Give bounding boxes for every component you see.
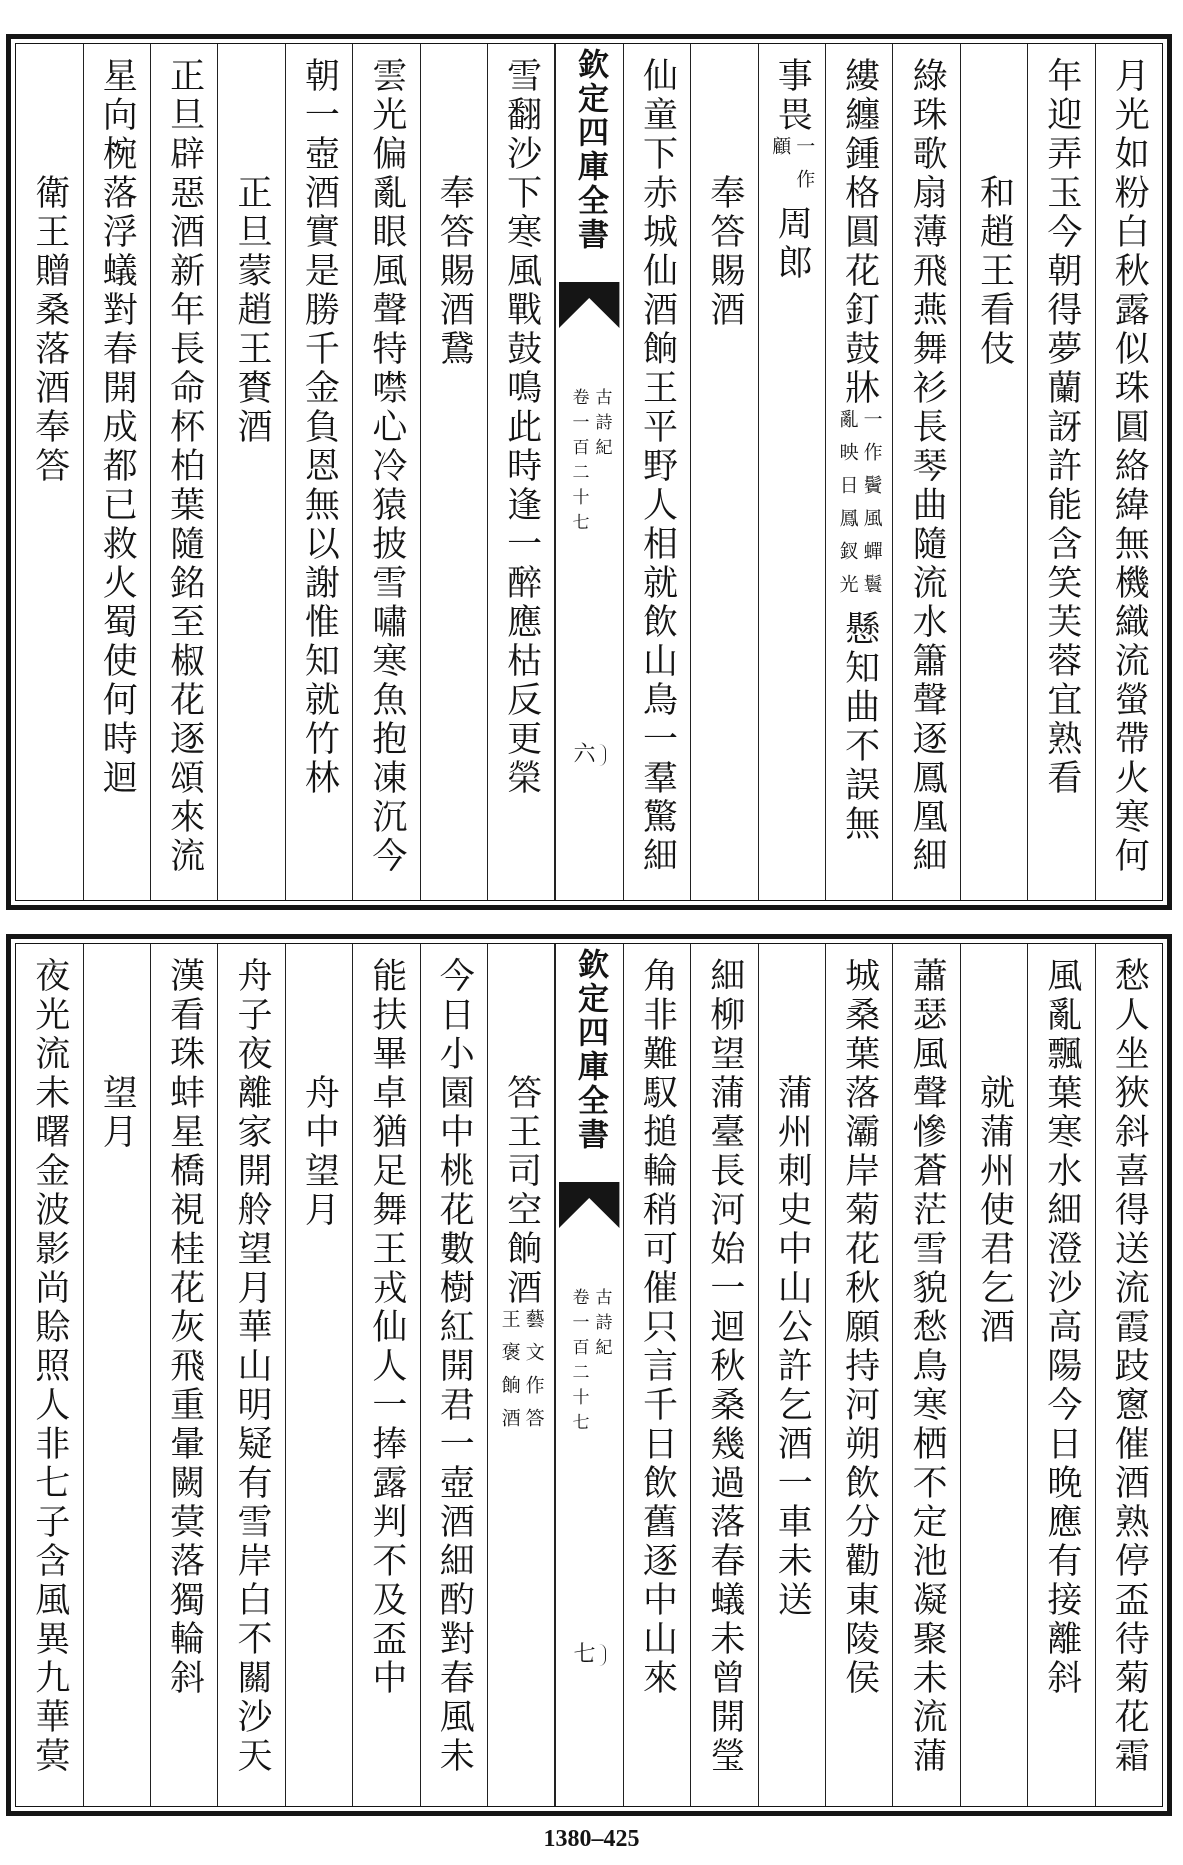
center-fold-column	[554, 44, 622, 900]
verse-text: 蕭瑟風聲慘蒼茫雪貌愁鳥寒栖不定池凝聚未流蒲	[907, 957, 948, 1776]
poem-title-column	[758, 944, 825, 1806]
poem-title: 就蒲州使君乞酒	[974, 1074, 1015, 1347]
verse-text: 星向椀落浮蟻對春開成都已救火蜀使何時迴	[97, 57, 138, 798]
bracket-mark-icon	[599, 744, 606, 766]
lower-page	[6, 934, 1172, 1816]
poem-title-column	[217, 44, 284, 900]
verse-text: 能扶畢卓猶足舞王戎仙人一捧露判不及盃中	[366, 957, 407, 1698]
verse-text: 雪翻沙下寒風戰鼓鳴此時逢一醉應枯反更榮	[501, 57, 542, 798]
verse-text: 角非難馭搥輪稍可催只言千日飲舊逐中山來	[637, 957, 678, 1698]
text-column	[150, 44, 217, 900]
poem-title-column	[960, 944, 1027, 1806]
poem-title-column	[16, 44, 82, 900]
book-meta	[556, 1288, 622, 1438]
folio-number: 七	[573, 1642, 596, 1667]
verse-text: 年迎弄玉今朝得夢蘭訝許能含笑芙蓉宜熟看	[1041, 57, 1082, 798]
note-right-line: 一作	[793, 136, 816, 202]
text-column	[1095, 44, 1162, 900]
text-column	[825, 944, 892, 1806]
note-left-line: 顧	[769, 136, 792, 169]
poem-title-column	[690, 44, 757, 900]
upper-page	[6, 34, 1172, 910]
text-column	[217, 944, 284, 1806]
book-title: 古詩紀	[591, 1288, 612, 1363]
verse-text: 事畏	[772, 57, 813, 135]
text-column-with-note	[758, 44, 825, 900]
fishtail-mark-icon	[559, 1182, 619, 1228]
lower-page-frame	[15, 943, 1163, 1807]
folio-number-block	[556, 1644, 622, 1666]
text-column-with-note	[825, 44, 892, 900]
note-right-line: 藝文作答	[522, 1309, 545, 1441]
verse-text-continued: 懸知曲不誤無	[839, 610, 880, 844]
note-left-line: 王褒餉酒	[498, 1309, 521, 1441]
poem-title-column	[83, 944, 150, 1806]
text-column	[623, 44, 690, 900]
verse-text: 月光如粉白秋露似珠圓絡緯無機織流螢帶火寒何	[1109, 57, 1150, 876]
verse-text: 雲光偏亂眼風聲特噤心冷猿披雪嘯寒魚抱凍沉今	[366, 57, 407, 876]
verse-text: 漢看珠蚌星橋視桂花灰飛重暈闕蓂落獨輪斜	[164, 957, 205, 1698]
text-column	[83, 44, 150, 900]
verse-text: 仙童下赤城仙酒餉王平野人相就飲山鳥一羣驚細	[637, 57, 678, 876]
interlinear-note	[769, 136, 816, 202]
bracket-mark-icon	[599, 1644, 606, 1666]
series-title: 欽定四庫全書	[572, 948, 609, 1152]
book-meta	[556, 388, 622, 538]
verse-text: 城桑葉落灞岸菊花秋願持河朔飲分勸東陵侯	[839, 957, 880, 1698]
poem-title: 衛王贈桑落酒奉答	[29, 174, 70, 486]
text-column	[1095, 944, 1162, 1806]
poem-title-column-with-note	[487, 944, 554, 1806]
verse-text: 舟子夜離家開舲望月華山明疑有雪岸白不關沙天	[232, 957, 273, 1776]
poem-title-column	[960, 44, 1027, 900]
poem-title: 答王司空餉酒	[501, 1074, 542, 1308]
verse-text: 縷纏鍾格圓花釘鼓牀	[839, 57, 880, 408]
folio-number-block	[556, 744, 622, 766]
verse-text: 夜光流未曙金波影尚賒照人非七子含風異九華蓂	[29, 957, 70, 1776]
verse-text: 愁人坐狹斜喜得送流霞跂窻催酒熟停盃待菊花霜	[1109, 957, 1150, 1776]
interlinear-note	[838, 409, 881, 607]
verse-text: 今日小園中桃花數樹紅開君一壺酒細酌對春風未	[434, 957, 475, 1776]
verse-text: 細柳望蒲臺長河始一迴秋桑幾過落春蟻未曾開瑩	[704, 957, 745, 1776]
text-column	[352, 944, 419, 1806]
text-column	[623, 944, 690, 1806]
text-column	[150, 944, 217, 1806]
poem-title: 望月	[97, 1074, 138, 1152]
center-fold-column	[554, 944, 622, 1806]
poem-title: 奉答賜酒鵞	[434, 174, 475, 369]
verse-text: 朝一壺酒實是勝千金負恩無以謝惟知就竹林	[299, 57, 340, 798]
text-column	[892, 944, 959, 1806]
poem-title: 奉答賜酒	[704, 174, 745, 330]
verse-text-continued: 周郎	[772, 205, 813, 283]
text-column	[285, 44, 352, 900]
text-column	[690, 944, 757, 1806]
text-column	[420, 944, 487, 1806]
text-column	[892, 44, 959, 900]
poem-title-column	[285, 944, 352, 1806]
text-column	[352, 44, 419, 900]
note-left-line: 亂映日鳳釵光	[836, 409, 859, 607]
poem-title: 正旦蒙趙王賚酒	[232, 174, 273, 447]
poem-title-column	[420, 44, 487, 900]
text-column	[1027, 44, 1094, 900]
text-column	[16, 944, 82, 1806]
folio-number: 六	[573, 742, 596, 767]
book-title: 古詩紀	[591, 388, 612, 463]
interlinear-note	[500, 1309, 543, 1441]
fishtail-mark-icon	[559, 282, 619, 328]
verse-text: 風亂飄葉寒水細澄沙高陽今日晚應有接離斜	[1041, 957, 1082, 1698]
volume-label: 卷一百二十七	[568, 1288, 589, 1438]
text-column	[1027, 944, 1094, 1806]
verse-text: 正旦辟惡酒新年長命杯柏葉隨銘至椒花逐頌來流	[164, 57, 205, 876]
volume-label: 卷一百二十七	[568, 388, 589, 538]
page-footer-reference: 1380–425	[543, 1826, 640, 1852]
poem-title: 蒲州刺史中山公許乞酒一車未送	[772, 1074, 813, 1620]
upper-page-frame	[15, 43, 1163, 901]
verse-text: 綠珠歌扇薄飛燕舞衫長琴曲隨流水簫聲逐鳳凰細	[907, 57, 948, 876]
series-title: 欽定四庫全書	[572, 48, 609, 252]
poem-title: 和趙王看伎	[974, 174, 1015, 369]
text-column	[487, 44, 554, 900]
note-right-line: 一作鬢風蟬鬟	[860, 409, 883, 607]
poem-title: 舟中望月	[299, 1074, 340, 1230]
